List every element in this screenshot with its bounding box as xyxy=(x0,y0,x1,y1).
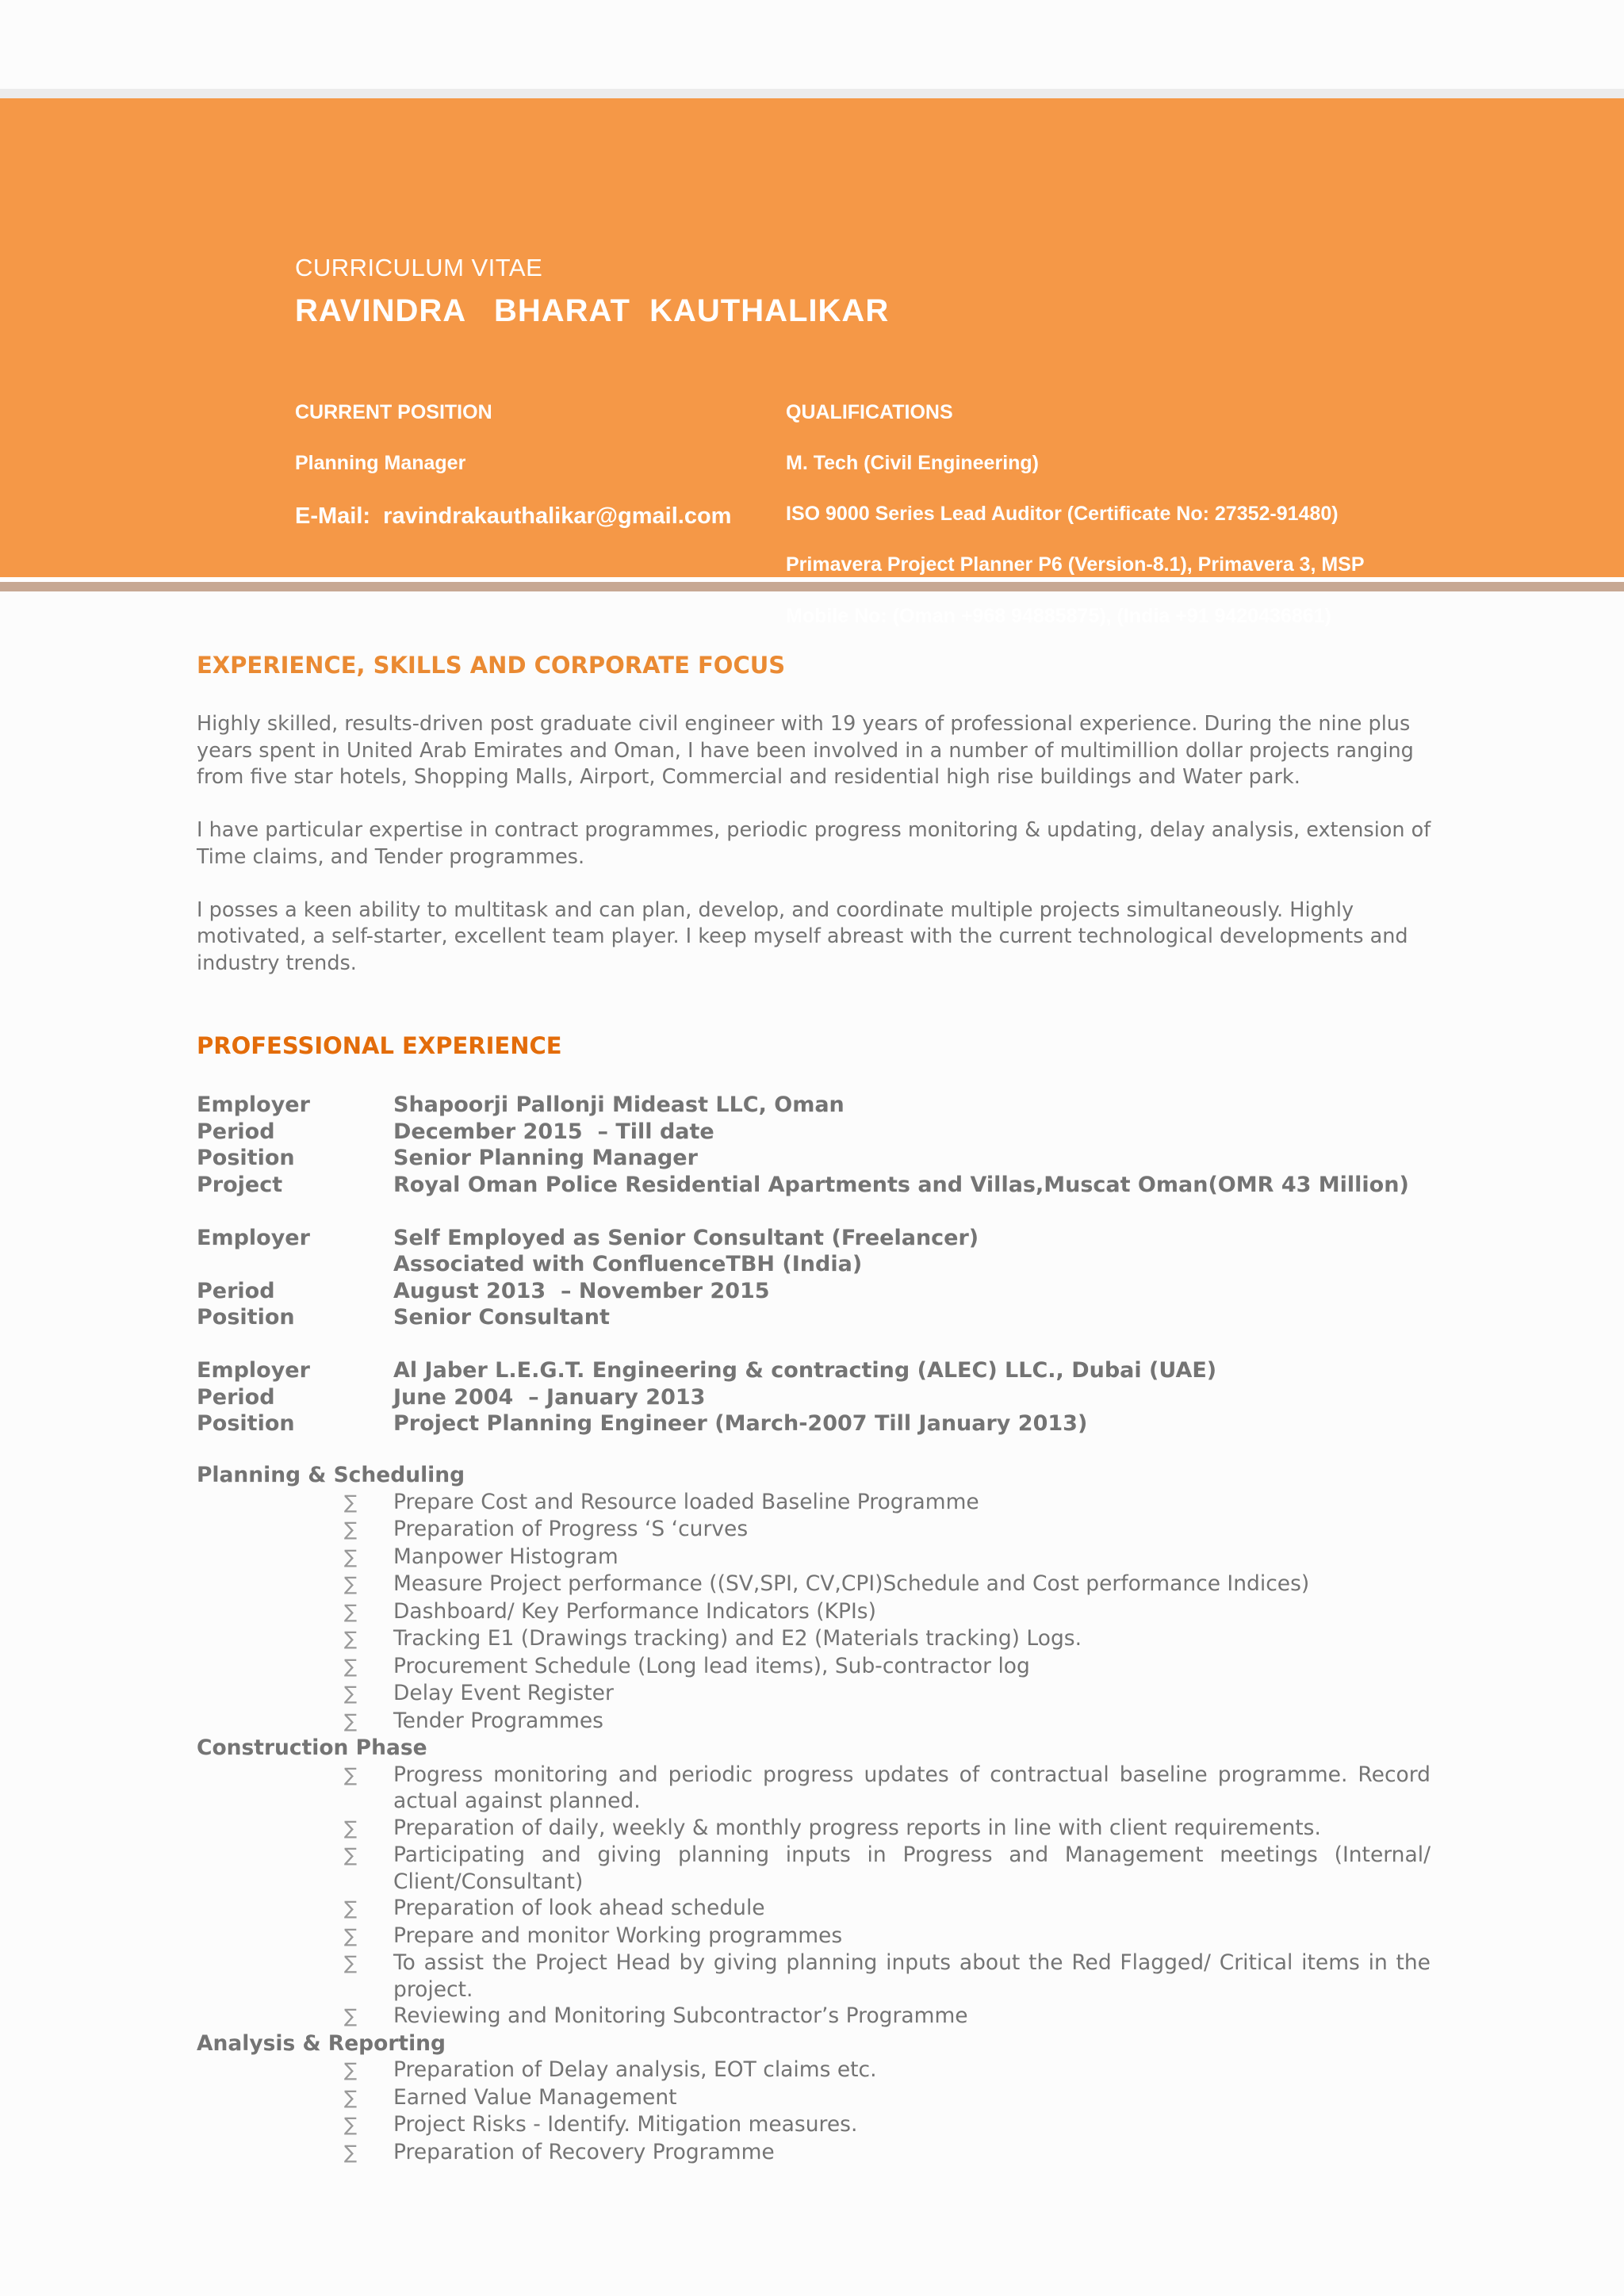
experience-list xyxy=(197,1092,1409,1437)
sigma-bullet-icon: ∑ xyxy=(344,1816,358,1839)
job-position: Senior Consultant xyxy=(393,1305,610,1330)
document-type: CURRICULUM VITAE xyxy=(295,254,543,281)
task-item xyxy=(197,2139,1431,2167)
sigma-bullet-icon: ∑ xyxy=(344,2114,358,2136)
task-text: Delay Event Register xyxy=(393,1681,614,1705)
task-item xyxy=(197,1489,1431,1517)
sigma-bullet-icon: ∑ xyxy=(344,2086,358,2109)
sigma-bullet-icon: ∑ xyxy=(344,1600,358,1623)
job-employer: Shapoorji Pallonji Mideast LLC, Oman xyxy=(393,1093,845,1117)
top-gray-strip xyxy=(0,89,1624,98)
task-item xyxy=(197,1923,1431,1950)
job-position: Project Planning Engineer (March-2007 Till January 2013) xyxy=(393,1411,1088,1436)
task-text: Preparation of look ahead schedule xyxy=(393,1896,765,1920)
sigma-bullet-icon: ∑ xyxy=(344,1844,358,1866)
qualification-item: ISO 9000 Series Lead Auditor (Certificate No: 27352-91480) xyxy=(786,503,1339,525)
sigma-bullet-icon: ∑ xyxy=(344,1655,358,1678)
task-text: Manpower Histogram xyxy=(393,1544,619,1569)
label-employer: Employer xyxy=(197,1225,310,1250)
task-item xyxy=(197,2003,1431,2030)
job-project: Royal Oman Police Residential Apartments and Villas,Muscat Oman(OMR 43 Million) xyxy=(393,1172,1409,1197)
task-text: Measure Project performance ((SV,SPI, CV,CPI)Schedule and Cost performance Indices) xyxy=(393,1571,1310,1596)
task-item xyxy=(197,1625,1431,1653)
task-text: Tender Programmes xyxy=(393,1708,603,1733)
summary-body xyxy=(197,711,1434,1004)
job-employer-line2: Associated with ConfluenceTBH (India) xyxy=(393,1252,863,1276)
current-position-heading: CURRENT POSITION xyxy=(295,401,492,423)
sigma-bullet-icon: ∑ xyxy=(344,2059,358,2081)
label-position: Position xyxy=(197,1305,295,1330)
task-item xyxy=(197,1895,1431,1923)
sigma-bullet-icon: ∑ xyxy=(344,1897,358,1919)
sigma-bullet-icon: ∑ xyxy=(344,1628,358,1650)
label-position: Position xyxy=(197,1411,295,1436)
sigma-bullet-icon: ∑ xyxy=(344,1573,358,1595)
task-item xyxy=(197,1544,1431,1571)
experience-heading: PROFESSIONAL EXPERIENCE xyxy=(197,1032,562,1059)
task-item xyxy=(197,2057,1431,2084)
task-text: Participating and giving planning inputs in Progress and Management meetings (Internal/ Client/Consultant) xyxy=(393,1843,1431,1894)
header-banner xyxy=(0,98,1624,627)
job-employer: Al Jaber L.E.G.T. Engineering & contracting (ALEC) LLC., Dubai (UAE) xyxy=(393,1358,1217,1383)
summary-paragraph: I have particular expertise in contract programmes, periodic progress monitoring & updating, delay analysis, extension of Time claims, and Tender programmes. xyxy=(197,818,1431,869)
task-text: Prepare Cost and Resource loaded Baseline Programme xyxy=(393,1489,979,1514)
current-position-value: Planning Manager xyxy=(295,452,466,474)
summary-heading: EXPERIENCE, SKILLS AND CORPORATE FOCUS xyxy=(197,652,786,679)
task-text: Project Risks - Identify. Mitigation measures. xyxy=(393,2112,858,2137)
task-text: Procurement Schedule (Long lead items), Sub-contractor log xyxy=(393,1653,1030,1678)
sigma-bullet-icon: ∑ xyxy=(344,1518,358,1540)
label-position: Position xyxy=(197,1146,295,1170)
sigma-bullet-icon: ∑ xyxy=(344,1545,358,1568)
task-item xyxy=(197,2111,1431,2139)
job-position: Senior Planning Manager xyxy=(393,1146,698,1170)
task-item xyxy=(197,1653,1431,1681)
divider-brown xyxy=(0,582,1624,591)
label-period: Period xyxy=(197,1119,275,1144)
label-project: Project xyxy=(197,1172,283,1197)
mobile-numbers: Mobile No: (Oman +968 94885875), (India +91 9420436861) xyxy=(786,605,1331,627)
task-group-title: Analysis & Reporting xyxy=(197,2030,446,2056)
sigma-bullet-icon: ∑ xyxy=(344,1924,358,1947)
task-text: Preparation of Progress ‘S ‘curves xyxy=(393,1517,749,1541)
task-item xyxy=(197,1950,1431,2003)
task-item xyxy=(197,1571,1431,1598)
job-period: December 2015 – Till date xyxy=(393,1119,714,1144)
label-employer: Employer xyxy=(197,1358,310,1383)
task-group-title: Planning & Scheduling xyxy=(197,1463,465,1487)
label-employer: Employer xyxy=(197,1093,310,1117)
sigma-bullet-icon: ∑ xyxy=(344,1682,358,1705)
job-period: June 2004 – January 2013 xyxy=(393,1384,706,1410)
summary-paragraph: Highly skilled, results-driven post graduate civil engineer with 19 years of professional experience. During the nine plus years spent in United Arab Emirates and Oman, I have been involved in a number of multimillion dollar projects ranging from five star hotels, Shopping Malls, Airport, Commercial and residential high rise buildings and Water park. xyxy=(197,712,1414,789)
responsibilities xyxy=(197,1462,1431,2166)
qualification-item: Primavera Project Planner P6 (Version-8.1), Primavera 3, MSP xyxy=(786,553,1365,576)
label-period: Period xyxy=(197,1278,275,1303)
task-item xyxy=(197,1815,1431,1843)
qualification-item: M. Tech (Civil Engineering) xyxy=(786,452,1040,474)
task-item xyxy=(197,1598,1431,1626)
candidate-name: RAVINDRA BHARAT KAUTHALIKAR xyxy=(295,293,890,328)
task-group-title: Construction Phase xyxy=(197,1735,427,1760)
task-item xyxy=(197,1516,1431,1544)
task-text: Reviewing and Monitoring Subcontractor’s Programme xyxy=(393,2003,968,2028)
sigma-bullet-icon: ∑ xyxy=(344,1763,358,1786)
sigma-bullet-icon: ∑ xyxy=(344,2005,358,2027)
email: E-Mail: ravindrakauthalikar@gmail.com xyxy=(295,503,732,529)
qualifications-heading: QUALIFICATIONS xyxy=(786,401,953,423)
task-text: Progress monitoring and periodic progress updates of contractual baseline programme. Record actual against planned. xyxy=(393,1762,1431,1813)
job-period: August 2013 – November 2015 xyxy=(393,1278,770,1303)
task-text: Preparation of Recovery Programme xyxy=(393,2139,775,2164)
task-item xyxy=(197,1842,1431,1895)
label-period: Period xyxy=(197,1384,275,1410)
task-text: Earned Value Management xyxy=(393,2084,677,2110)
job-employer: Self Employed as Senior Consultant (Freelancer) xyxy=(393,1225,979,1250)
task-text: Dashboard/ Key Performance Indicators (KPIs) xyxy=(393,1598,876,1624)
task-text: Tracking E1 (Drawings tracking) and E2 (Materials tracking) Logs. xyxy=(393,1626,1082,1651)
task-text: Preparation of Delay analysis, EOT claims etc. xyxy=(393,2057,877,2082)
sigma-bullet-icon: ∑ xyxy=(344,2141,358,2164)
task-text: To assist the Project Head by giving planning inputs about the Red Flagged/ Critical items in the project. xyxy=(393,1950,1431,2002)
task-item xyxy=(197,1708,1431,1735)
sigma-bullet-icon: ∑ xyxy=(344,1709,358,1732)
sigma-bullet-icon: ∑ xyxy=(344,1490,358,1513)
sigma-bullet-icon: ∑ xyxy=(344,1952,358,1974)
task-item xyxy=(197,2084,1431,2112)
task-item xyxy=(197,1762,1431,1815)
task-text: Prepare and monitor Working programmes xyxy=(393,1923,843,1948)
summary-paragraph: I posses a keen ability to multitask and can plan, develop, and coordinate multiple projects simultaneously. Highly motivated, a self-starter, excellent team player. I keep myself abreast with the current technological developments and industry trends. xyxy=(197,897,1408,975)
task-item xyxy=(197,1680,1431,1708)
task-text: Preparation of daily, weekly & monthly progress reports in line with client requirements. xyxy=(393,1815,1321,1840)
